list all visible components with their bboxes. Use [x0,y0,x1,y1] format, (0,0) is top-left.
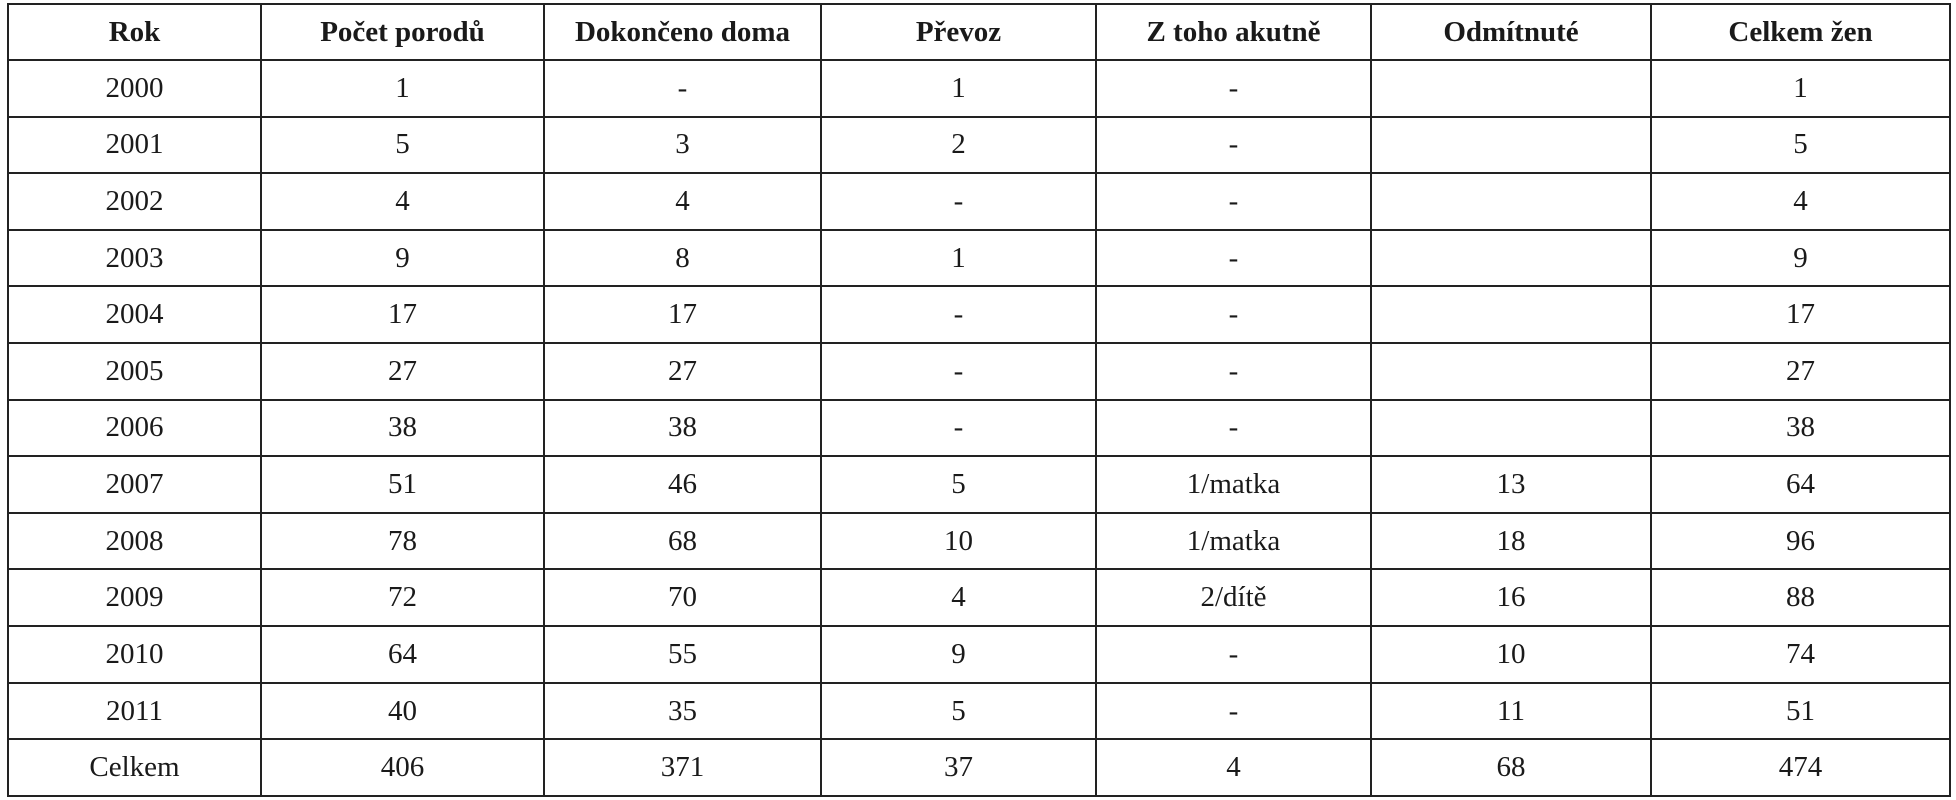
cell-celkem-zen: 9 [1651,230,1950,287]
cell-prevoz: 4 [821,569,1096,626]
cell-odmitnute: 68 [1371,739,1651,796]
header-odmitnute: Odmítnuté [1371,4,1651,60]
table-row [8,683,1950,740]
cell-dokonceno-doma: 17 [544,286,821,343]
cell-prevoz: 5 [821,683,1096,740]
cell-pocet-porodu: 38 [261,400,544,457]
cell-dokonceno-doma: 55 [544,626,821,683]
cell-odmitnute: 16 [1371,569,1651,626]
cell-z-toho-akutne: - [1096,230,1371,287]
table-row [8,60,1950,117]
cell-odmitnute: 10 [1371,626,1651,683]
table-row [8,626,1950,683]
cell-prevoz: 10 [821,513,1096,570]
table-row [8,513,1950,570]
header-dokonceno-doma: Dokončeno doma [544,4,821,60]
cell-z-toho-akutne: 4 [1096,739,1371,796]
cell-odmitnute [1371,60,1651,117]
cell-z-toho-akutne: - [1096,286,1371,343]
cell-dokonceno-doma: - [544,60,821,117]
cell-pocet-porodu: 4 [261,173,544,230]
cell-z-toho-akutne: - [1096,683,1371,740]
cell-rok: 2005 [8,343,261,400]
cell-dokonceno-doma: 4 [544,173,821,230]
cell-dokonceno-doma: 3 [544,117,821,174]
cell-rok: 2007 [8,456,261,513]
cell-z-toho-akutne: - [1096,343,1371,400]
cell-celkem-zen: 51 [1651,683,1950,740]
cell-rok: 2004 [8,286,261,343]
cell-dokonceno-doma: 70 [544,569,821,626]
cell-odmitnute: 11 [1371,683,1651,740]
header-rok: Rok [8,4,261,60]
cell-rok: 2001 [8,117,261,174]
header-row [8,4,1950,60]
cell-pocet-porodu: 406 [261,739,544,796]
table-row [8,569,1950,626]
header-z-toho-akutne: Z toho akutně [1096,4,1371,60]
total-row [8,739,1950,796]
cell-dokonceno-doma: 27 [544,343,821,400]
cell-celkem-zen: 38 [1651,400,1950,457]
cell-celkem-zen: 74 [1651,626,1950,683]
cell-z-toho-akutne: - [1096,173,1371,230]
cell-odmitnute [1371,117,1651,174]
cell-dokonceno-doma: 38 [544,400,821,457]
cell-celkem-zen: 17 [1651,286,1950,343]
table-row [8,286,1950,343]
cell-pocet-porodu: 64 [261,626,544,683]
cell-pocet-porodu: 27 [261,343,544,400]
cell-odmitnute: 13 [1371,456,1651,513]
header-celkem-zen: Celkem žen [1651,4,1950,60]
table-row [8,230,1950,287]
cell-odmitnute [1371,173,1651,230]
table-row [8,456,1950,513]
cell-z-toho-akutne: - [1096,400,1371,457]
cell-prevoz: 9 [821,626,1096,683]
cell-dokonceno-doma: 371 [544,739,821,796]
cell-pocet-porodu: 17 [261,286,544,343]
cell-pocet-porodu: 5 [261,117,544,174]
home-births-table [7,3,1951,797]
cell-prevoz: - [821,343,1096,400]
table-row [8,117,1950,174]
cell-rok: 2003 [8,230,261,287]
cell-rok: 2008 [8,513,261,570]
cell-rok: 2011 [8,683,261,740]
cell-celkem-zen: 4 [1651,173,1950,230]
cell-prevoz: 1 [821,60,1096,117]
cell-dokonceno-doma: 8 [544,230,821,287]
cell-prevoz: - [821,173,1096,230]
cell-rok: Celkem [8,739,261,796]
cell-z-toho-akutne: - [1096,117,1371,174]
cell-rok: 2002 [8,173,261,230]
header-prevoz: Převoz [821,4,1096,60]
cell-dokonceno-doma: 68 [544,513,821,570]
table-row [8,343,1950,400]
cell-prevoz: 1 [821,230,1096,287]
cell-odmitnute [1371,230,1651,287]
cell-celkem-zen: 5 [1651,117,1950,174]
cell-pocet-porodu: 40 [261,683,544,740]
cell-z-toho-akutne: - [1096,60,1371,117]
cell-celkem-zen: 1 [1651,60,1950,117]
cell-odmitnute: 18 [1371,513,1651,570]
header-pocet-porodu: Počet porodů [261,4,544,60]
cell-rok: 2000 [8,60,261,117]
cell-pocet-porodu: 72 [261,569,544,626]
cell-rok: 2009 [8,569,261,626]
cell-rok: 2006 [8,400,261,457]
cell-prevoz: 37 [821,739,1096,796]
cell-pocet-porodu: 1 [261,60,544,117]
cell-celkem-zen: 88 [1651,569,1950,626]
cell-odmitnute [1371,286,1651,343]
cell-pocet-porodu: 9 [261,230,544,287]
cell-z-toho-akutne: 1/matka [1096,513,1371,570]
cell-z-toho-akutne: 2/dítě [1096,569,1371,626]
cell-pocet-porodu: 51 [261,456,544,513]
cell-z-toho-akutne: - [1096,626,1371,683]
cell-prevoz: 5 [821,456,1096,513]
cell-celkem-zen: 474 [1651,739,1950,796]
cell-celkem-zen: 96 [1651,513,1950,570]
cell-rok: 2010 [8,626,261,683]
cell-celkem-zen: 27 [1651,343,1950,400]
table-header [8,4,1950,60]
cell-celkem-zen: 64 [1651,456,1950,513]
cell-odmitnute [1371,343,1651,400]
cell-z-toho-akutne: 1/matka [1096,456,1371,513]
cell-pocet-porodu: 78 [261,513,544,570]
cell-odmitnute [1371,400,1651,457]
cell-prevoz: - [821,400,1096,457]
cell-prevoz: 2 [821,117,1096,174]
table-row [8,400,1950,457]
cell-prevoz: - [821,286,1096,343]
cell-dokonceno-doma: 46 [544,456,821,513]
table-body [8,60,1950,796]
cell-dokonceno-doma: 35 [544,683,821,740]
table-row [8,173,1950,230]
